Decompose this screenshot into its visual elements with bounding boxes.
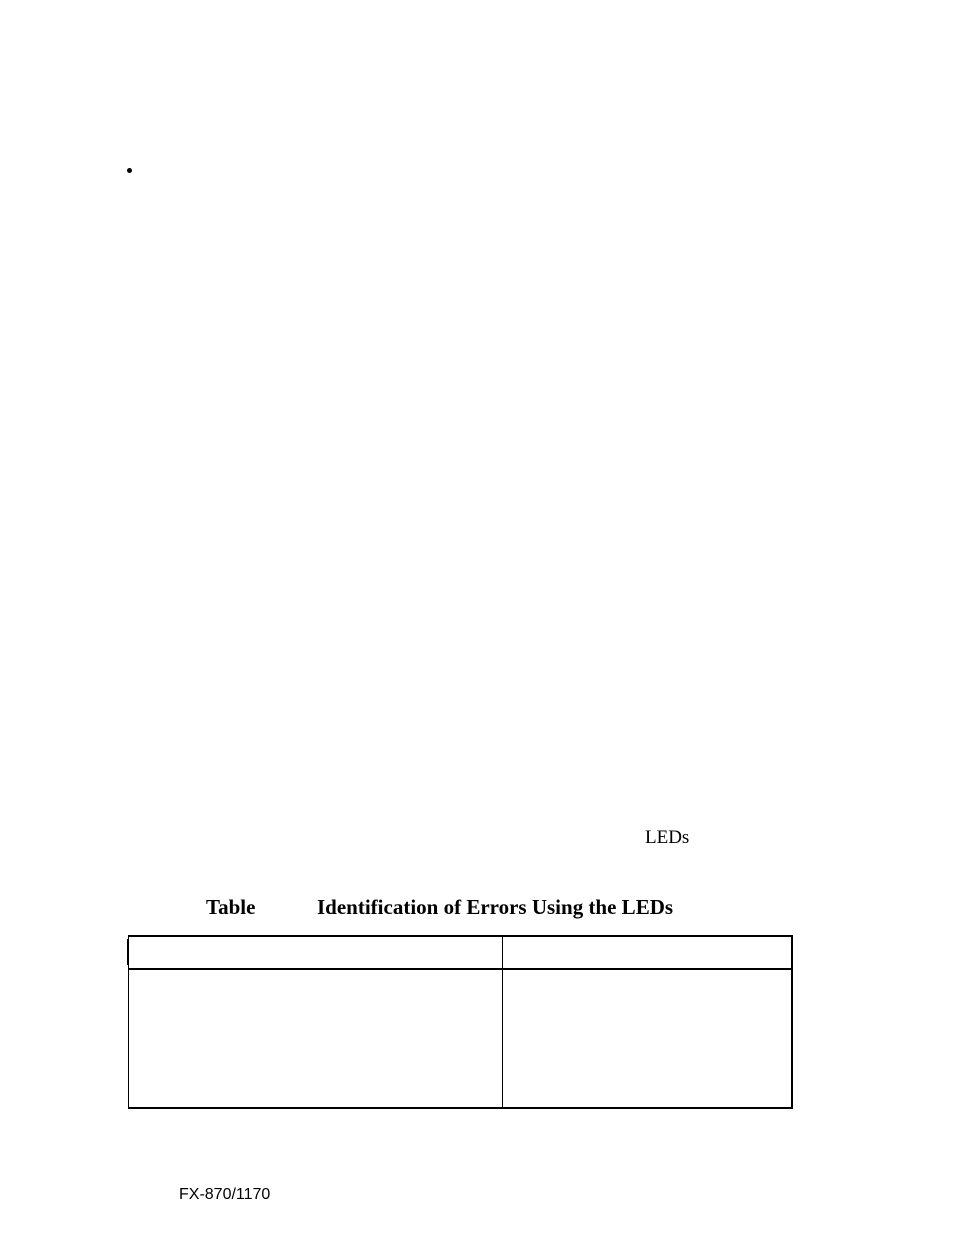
- error-identification-table: [128, 935, 793, 1109]
- table-header-left-edge: [127, 939, 129, 965]
- table-column-divider: [502, 937, 503, 1107]
- table-header-rule: [129, 968, 791, 970]
- footer-model-code: FX-870/1170: [179, 1186, 271, 1203]
- body-text-fragment: LEDs: [645, 827, 690, 848]
- table-caption-label: Table: [206, 895, 256, 919]
- list-bullet: [127, 168, 132, 173]
- table-caption-title: Identification of Errors Using the LEDs: [317, 895, 674, 919]
